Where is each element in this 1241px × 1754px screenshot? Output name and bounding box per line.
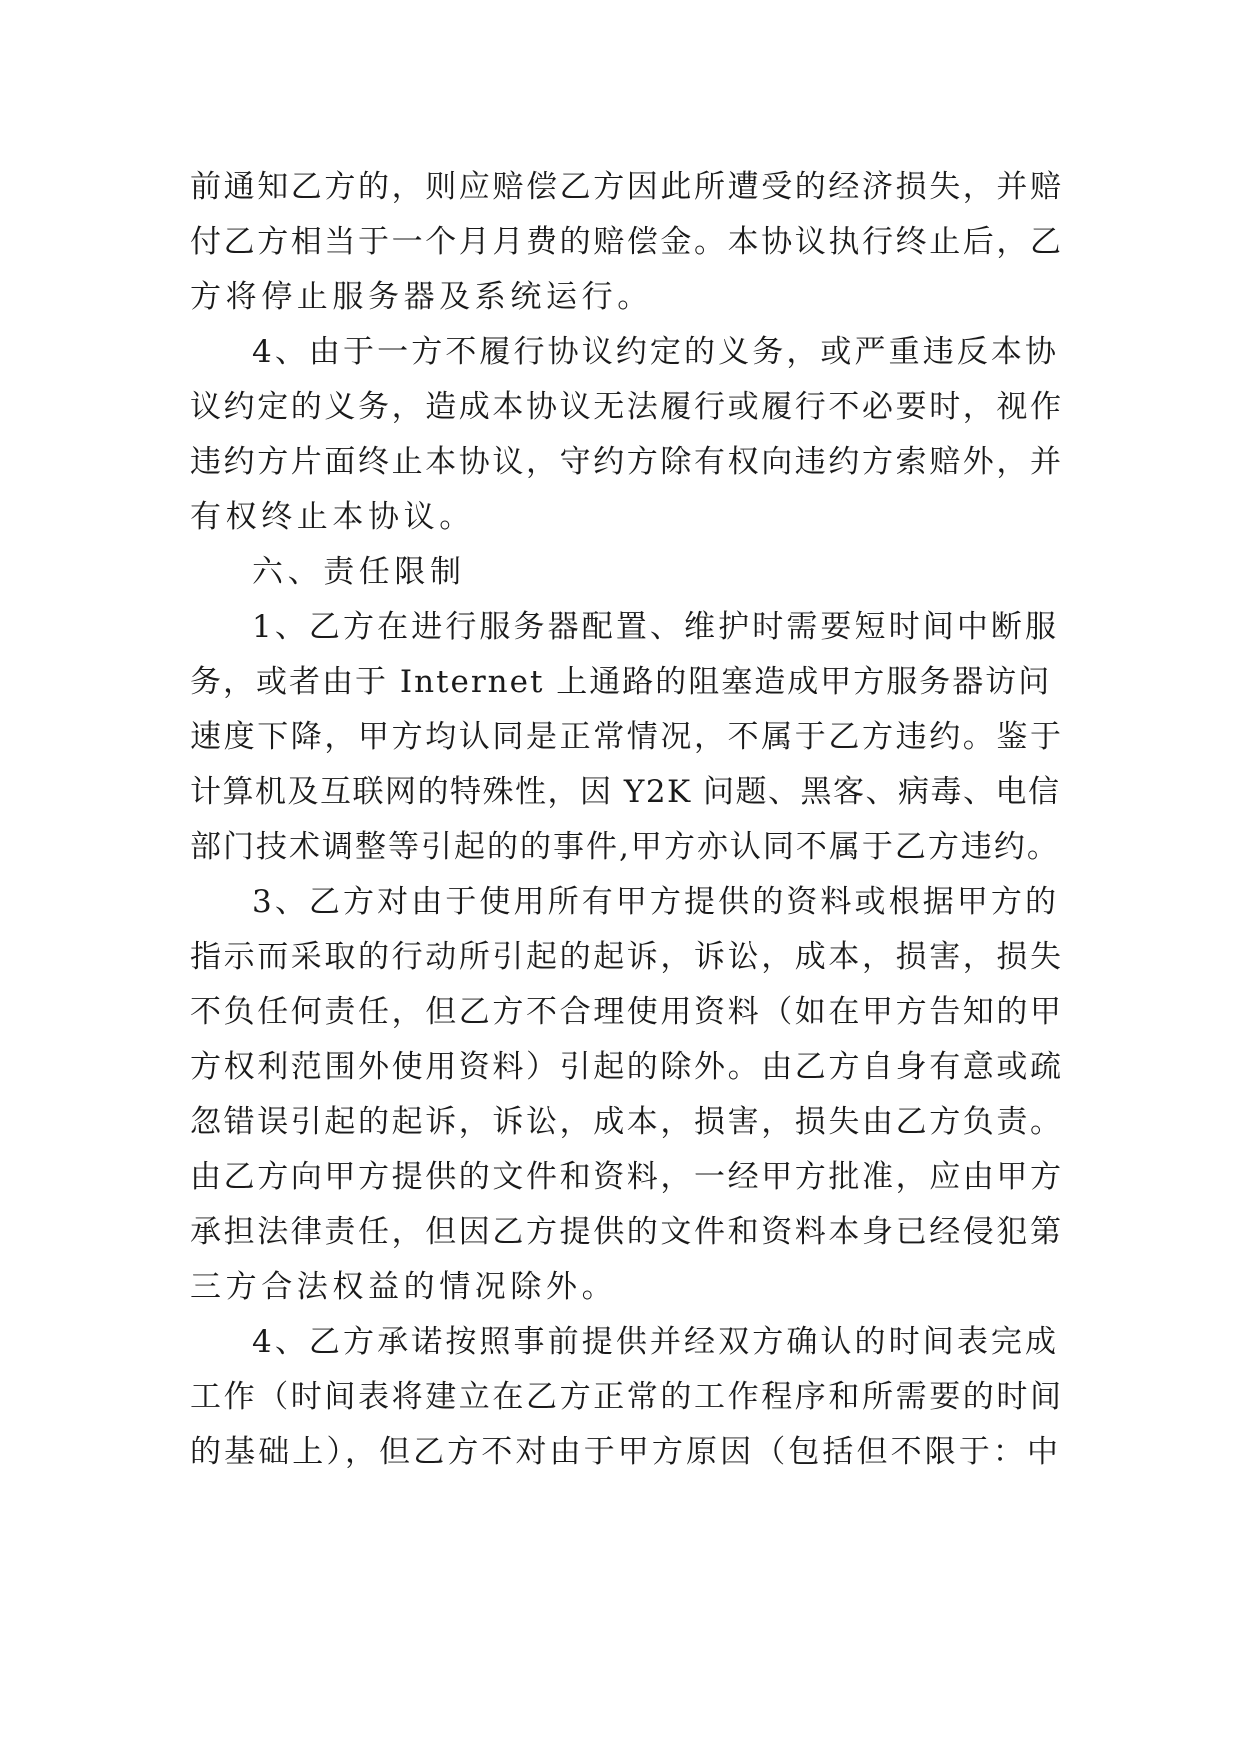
text-line: 不负任何责任，但乙方不合理使用资料（如在甲方告知的甲 <box>190 994 1064 1030</box>
text-line: 付乙方相当于一个月月费的赔偿金。本协议执行终止后，乙 <box>190 224 1064 260</box>
text-line: 三方合法权益的情况除外。 <box>190 1269 618 1305</box>
document-body <box>190 160 1070 1480</box>
text-line: 速度下降，甲方均认同是正常情况，不属于乙方违约。鉴于 <box>190 719 1064 755</box>
text-line: 计算机及互联网的特殊性，因 Y2K 问题、黑客、病毒、电信 <box>190 774 1061 810</box>
text-line: 工作（时间表将建立在乙方正常的工作程序和所需要的时间 <box>190 1379 1064 1415</box>
text-line: 议约定的义务，造成本协议无法履行或履行不必要时，视作 <box>190 389 1064 425</box>
paragraph-start-line: 4、由于一方不履行协议约定的义务，或严重违反本协 <box>252 334 1060 370</box>
text-line: 承担法律责任，但因乙方提供的文件和资料本身已经侵犯第 <box>190 1214 1064 1250</box>
paragraph-start-line: 4、乙方承诺按照事前提供并经双方确认的时间表完成 <box>252 1324 1060 1360</box>
section-heading: 六、责任限制 <box>252 554 466 590</box>
text-line: 方权利范围外使用资料）引起的除外。由乙方自身有意或疏 <box>190 1049 1064 1085</box>
text-line: 前通知乙方的，则应赔偿乙方因此所遭受的经济损失，并赔 <box>190 169 1064 205</box>
text-line: 的基础上），但乙方不对由于甲方原因（包括但不限于：中 <box>190 1434 1062 1470</box>
text-line: 方将停止服务器及系统运行。 <box>190 279 653 315</box>
text-line: 由乙方向甲方提供的文件和资料，一经甲方批准，应由甲方 <box>190 1159 1064 1195</box>
paragraph-start-line: 1、乙方在进行服务器配置、维护时需要短时间中断服 <box>252 609 1060 645</box>
text-line: 有权终止本协议。 <box>190 499 475 535</box>
text-line: 忽错误引起的起诉，诉讼，成本，损害，损失由乙方负责。 <box>190 1104 1064 1140</box>
text-line: 务，或者由于 Internet 上通路的阻塞造成甲方服务器访问 <box>190 664 1052 700</box>
paragraph-start-line: 3、乙方对由于使用所有甲方提供的资料或根据甲方的 <box>252 884 1060 920</box>
text-line: 部门技术调整等引起的的事件,甲方亦认同不属于乙方违约。 <box>190 829 1060 865</box>
text-line: 指示而采取的行动所引起的起诉，诉讼，成本，损害，损失 <box>190 939 1064 975</box>
text-line: 违约方片面终止本协议，守约方除有权向违约方索赔外，并 <box>190 444 1064 480</box>
